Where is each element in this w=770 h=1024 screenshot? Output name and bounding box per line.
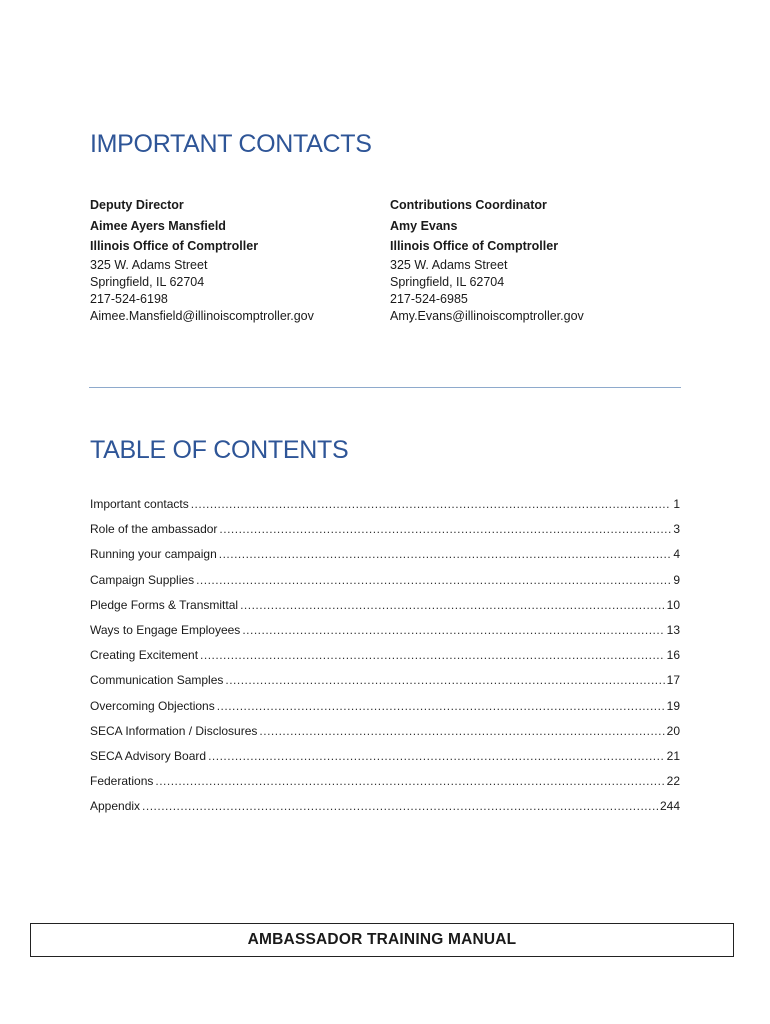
toc-entry-page: 21 bbox=[666, 748, 680, 763]
manual-title-label: AMBASSADOR TRAINING MANUAL bbox=[247, 931, 517, 948]
toc-entry-page: 22 bbox=[666, 774, 680, 789]
contact-name: Aimee Ayers Mansfield bbox=[90, 218, 226, 233]
toc-entry-page: 16 bbox=[666, 648, 680, 663]
toc-leader-dots bbox=[242, 623, 664, 637]
table-of-contents-list bbox=[90, 497, 680, 824]
contact-card-contributions-coordinator bbox=[390, 195, 584, 325]
toc-entry-title: Communication Samples bbox=[90, 673, 224, 688]
toc-entry-title: Running your campaign bbox=[90, 547, 217, 562]
contact-role: Contributions Coordinator bbox=[390, 198, 547, 212]
contact-street: 325 W. Adams Street bbox=[90, 257, 208, 272]
toc-leader-dots bbox=[240, 598, 665, 612]
contact-name: Amy Evans bbox=[390, 218, 458, 233]
toc-leader-dots bbox=[142, 799, 658, 813]
toc-leader-dots bbox=[217, 699, 665, 713]
toc-entry-title: Federations bbox=[90, 774, 154, 789]
toc-entry[interactable] bbox=[90, 547, 680, 572]
toc-entry[interactable] bbox=[90, 573, 680, 598]
toc-leader-dots bbox=[191, 497, 672, 511]
contact-phone: 217-524-6985 bbox=[390, 291, 468, 306]
important-contacts-heading: IMPORTANT CONTACTS bbox=[90, 130, 372, 158]
toc-entry[interactable] bbox=[90, 799, 680, 824]
contact-card-deputy-director bbox=[90, 195, 314, 325]
toc-entry-page: 244 bbox=[659, 799, 680, 814]
toc-leader-dots bbox=[219, 522, 671, 536]
toc-entry-page: 20 bbox=[666, 723, 680, 738]
toc-entry-title: Creating Excitement bbox=[90, 648, 199, 663]
contact-office: Illinois Office of Comptroller bbox=[90, 239, 259, 253]
toc-entry-title: Pledge Forms & Transmittal bbox=[90, 597, 239, 612]
toc-entry-page: 17 bbox=[666, 673, 680, 688]
toc-entry-title: Role of the ambassador bbox=[90, 522, 218, 537]
toc-entry-title: SECA Information / Disclosures bbox=[90, 723, 258, 738]
toc-entry-page: 9 bbox=[673, 572, 680, 587]
table-of-contents-heading: TABLE OF CONTENTS bbox=[90, 436, 349, 464]
toc-entry[interactable] bbox=[90, 522, 680, 547]
toc-entry-page: 3 bbox=[673, 522, 680, 537]
toc-entry[interactable] bbox=[90, 673, 680, 698]
toc-leader-dots bbox=[219, 547, 672, 561]
toc-leader-dots bbox=[225, 673, 664, 687]
toc-entry-title: Ways to Engage Employees bbox=[90, 622, 241, 637]
toc-entry-page: 19 bbox=[666, 698, 680, 713]
toc-entry-page: 13 bbox=[666, 622, 680, 637]
contact-email[interactable]: Amy.Evans@illinoiscomptroller.gov bbox=[390, 308, 584, 323]
toc-entry-title: Important contacts bbox=[90, 497, 189, 511]
toc-entry[interactable] bbox=[90, 749, 680, 774]
toc-entry[interactable] bbox=[90, 497, 680, 522]
contact-role: Deputy Director bbox=[90, 198, 184, 212]
contact-office: Illinois Office of Comptroller bbox=[390, 239, 559, 253]
toc-leader-dots bbox=[208, 749, 665, 763]
toc-entry[interactable] bbox=[90, 724, 680, 749]
contact-phone: 217-524-6198 bbox=[90, 291, 168, 306]
contact-city: Springfield, IL 62704 bbox=[390, 274, 505, 289]
toc-entry-page: 1 bbox=[673, 497, 680, 511]
toc-leader-dots bbox=[155, 774, 664, 788]
toc-entry-title: SECA Advisory Board bbox=[90, 748, 207, 763]
toc-leader-dots bbox=[196, 573, 671, 587]
manual-title-footer bbox=[30, 923, 734, 957]
toc-entry[interactable] bbox=[90, 623, 680, 648]
toc-leader-dots bbox=[200, 648, 665, 662]
section-divider bbox=[89, 387, 681, 388]
toc-entry[interactable] bbox=[90, 648, 680, 673]
toc-entry-page: 4 bbox=[673, 547, 680, 562]
contact-street: 325 W. Adams Street bbox=[390, 257, 508, 272]
toc-entry[interactable] bbox=[90, 598, 680, 623]
toc-leader-dots bbox=[259, 724, 664, 738]
toc-entry-title: Appendix bbox=[90, 799, 141, 814]
contact-city: Springfield, IL 62704 bbox=[90, 274, 205, 289]
toc-entry-page: 10 bbox=[666, 597, 680, 612]
contact-email[interactable]: Aimee.Mansfield@illinoiscomptroller.gov bbox=[90, 308, 314, 323]
toc-entry-title: Overcoming Objections bbox=[90, 698, 215, 713]
toc-entry[interactable] bbox=[90, 774, 680, 799]
toc-entry[interactable] bbox=[90, 699, 680, 724]
toc-entry-title: Campaign Supplies bbox=[90, 572, 195, 587]
